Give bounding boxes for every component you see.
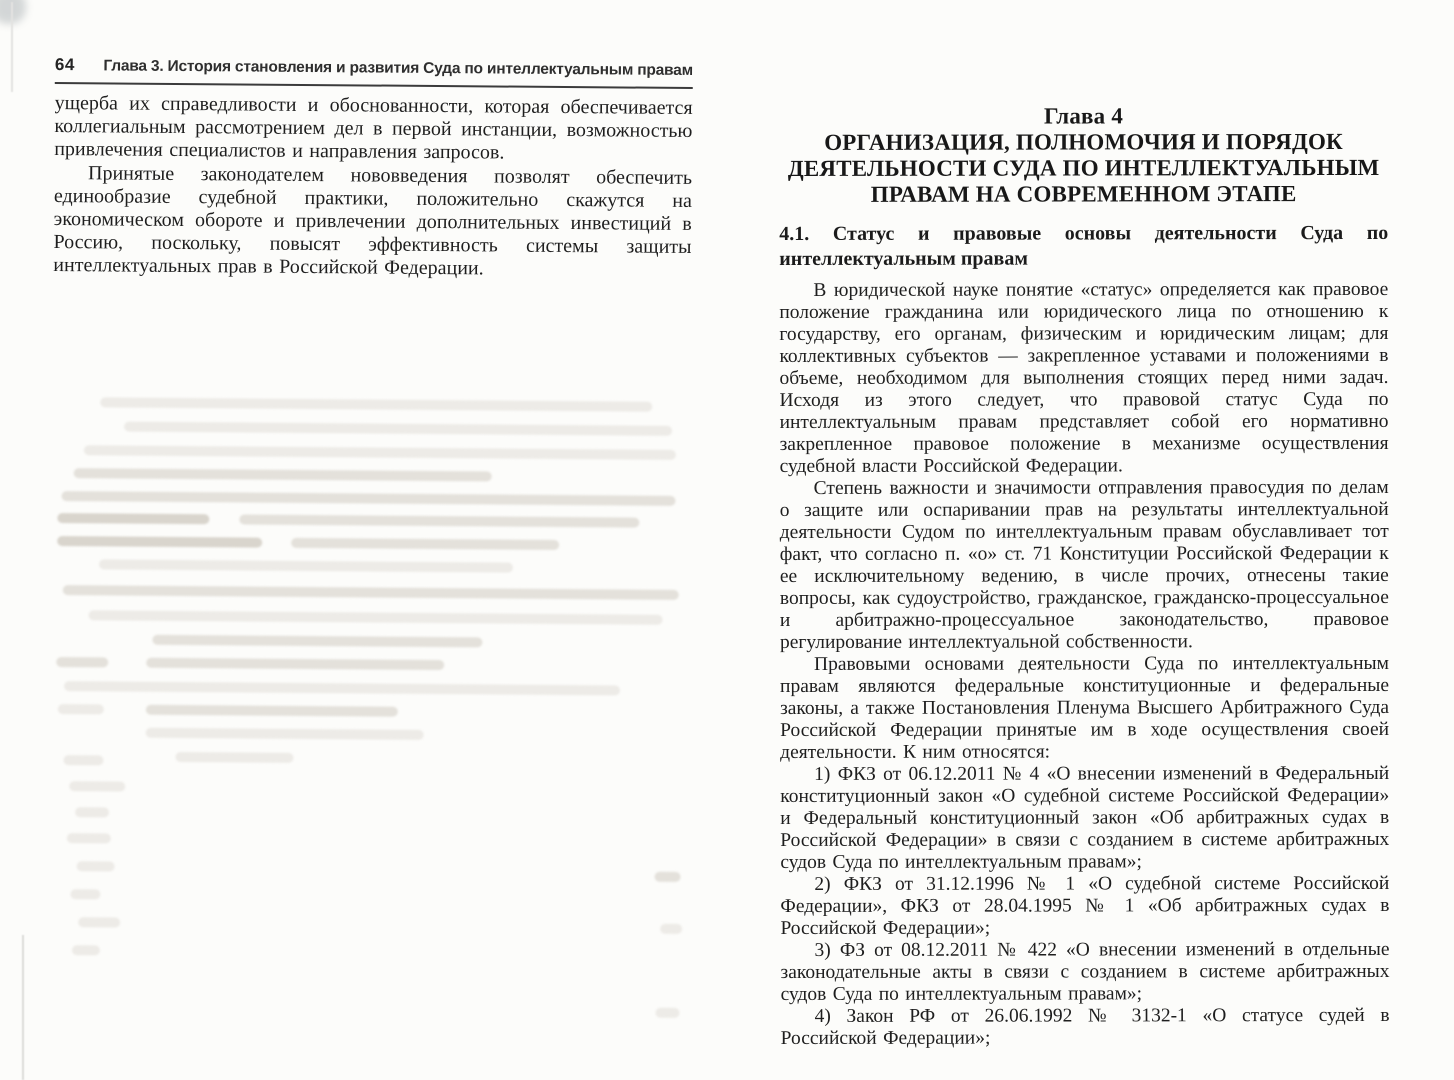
chapter-label: Глава 4 xyxy=(1043,103,1124,129)
scan-corner-smudge xyxy=(0,0,26,24)
page-number: 64 xyxy=(54,55,75,75)
paragraph: Правовыми основами деятельности Суда по интеллектуальным правам являются федеральные конституционные и федеральные законы, а также Постановления Пленума Высшего Арбитражного Суда Российской Федерации принятые им в ходе осуществления своей деятельности. К ним относятся: xyxy=(779,652,1390,763)
right-page xyxy=(779,103,1390,1050)
left-page xyxy=(53,55,693,283)
chapter-title-line: ПРАВАМ НА СОВРЕМЕННОМ ЭТАПЕ xyxy=(870,181,1297,207)
page-header xyxy=(55,55,693,89)
list-item: 4) Закон РФ от 26.06.1992 № 3132-1 «О статусе судей в Российской Федерации»; xyxy=(780,1004,1390,1049)
chapter-heading xyxy=(779,103,1388,208)
section-heading: 4.1. Статус и правовые основы деятельности Суда по интеллектуальным правам xyxy=(779,221,1389,270)
list-item: 3) ФЗ от 08.12.2011 № 422 «О внесении изменений в отдельные законодательные акты в связи с созданием в системе арбитражных судов Суда по интеллектуальным правам»; xyxy=(780,938,1390,1005)
chapter-title-line: ОРГАНИЗАЦИЯ, ПОЛНОМОЧИЯ И ПОРЯДОК xyxy=(824,129,1343,155)
paragraph: ущерба их справедливости и обоснованности, которая обеспечивается коллегиальным рассмотрением дел в первой инстанции, возможностью привлечения специалистов и направления запросов. xyxy=(54,91,693,164)
right-page-body xyxy=(779,279,1389,1050)
page-edge-artifact xyxy=(11,2,13,92)
list-item: 1) ФКЗ от 06.12.2011 № 4 «О внесении изменений в Федеральный конституционный закон «О судебной системе Российской Федерации» и Федеральный конституционный закон «Об арбитражных судах в Российской Федерации» в связи с созданием в системе арбитражных судов Суда по интеллектуальным правам»; xyxy=(780,762,1390,873)
list-item: 2) ФКЗ от 31.12.1996 № 1 «О судебной системе Российской Федерации», ФКЗ от 28.04.1995 № 1 «Об арбитражных судах в Российской Федерации»; xyxy=(780,872,1390,939)
paragraph: Степень важности и значимости отправления правосудия по делам о защите или оспаривании прав на результаты интеллектуальной деятельности Судом по интеллектуальным правам обуславливает тот факт, что согласно п. «о» ст. 71 Конституции Российской Федерации к ее исключительному ведению, в числе прочих, отнесены такие вопросы, как судоустройство, гражданское, гражданско-процессуальное и арбитражно-процессуальное законодательство, правовое регулирование интеллектуальной собственности. xyxy=(779,476,1389,653)
paragraph: В юридической науке понятие «статус» определяется как правовое положение гражданина или юридического лица по отношению к государству, его органам, физическим и юридическим лицам; для коллективных субъектов — закрепленное уставами и положениями в объеме, необходимом для выполнения стоящих перед ними задач. Исходя из этого следует, что правовой статус Суда по интеллектуальным правам представляет собой его нормативно закрепленное правовое положение в механизме осуществления судебной власти Российской Федерации. xyxy=(779,278,1389,477)
left-page-body xyxy=(53,92,692,283)
running-head: Глава 3. История становления и развития Суда по интеллектуальным правам xyxy=(103,57,693,80)
page-edge-artifact xyxy=(22,935,24,1080)
chapter-title-line: ДЕЯТЕЛЬНОСТИ СУДА ПО ИНТЕЛЛЕКТУАЛЬНЫМ xyxy=(787,154,1380,181)
paragraph: Принятые законодателем нововведения позволят обеспечить единообразие судебной практики, положительно скажутся на экономическом обороте и привлечении дополнительных инвестиций в Россию, поскольку, повысят эффективность системы защиты интеллектуальных прав в Российской Федерации. xyxy=(53,161,693,280)
